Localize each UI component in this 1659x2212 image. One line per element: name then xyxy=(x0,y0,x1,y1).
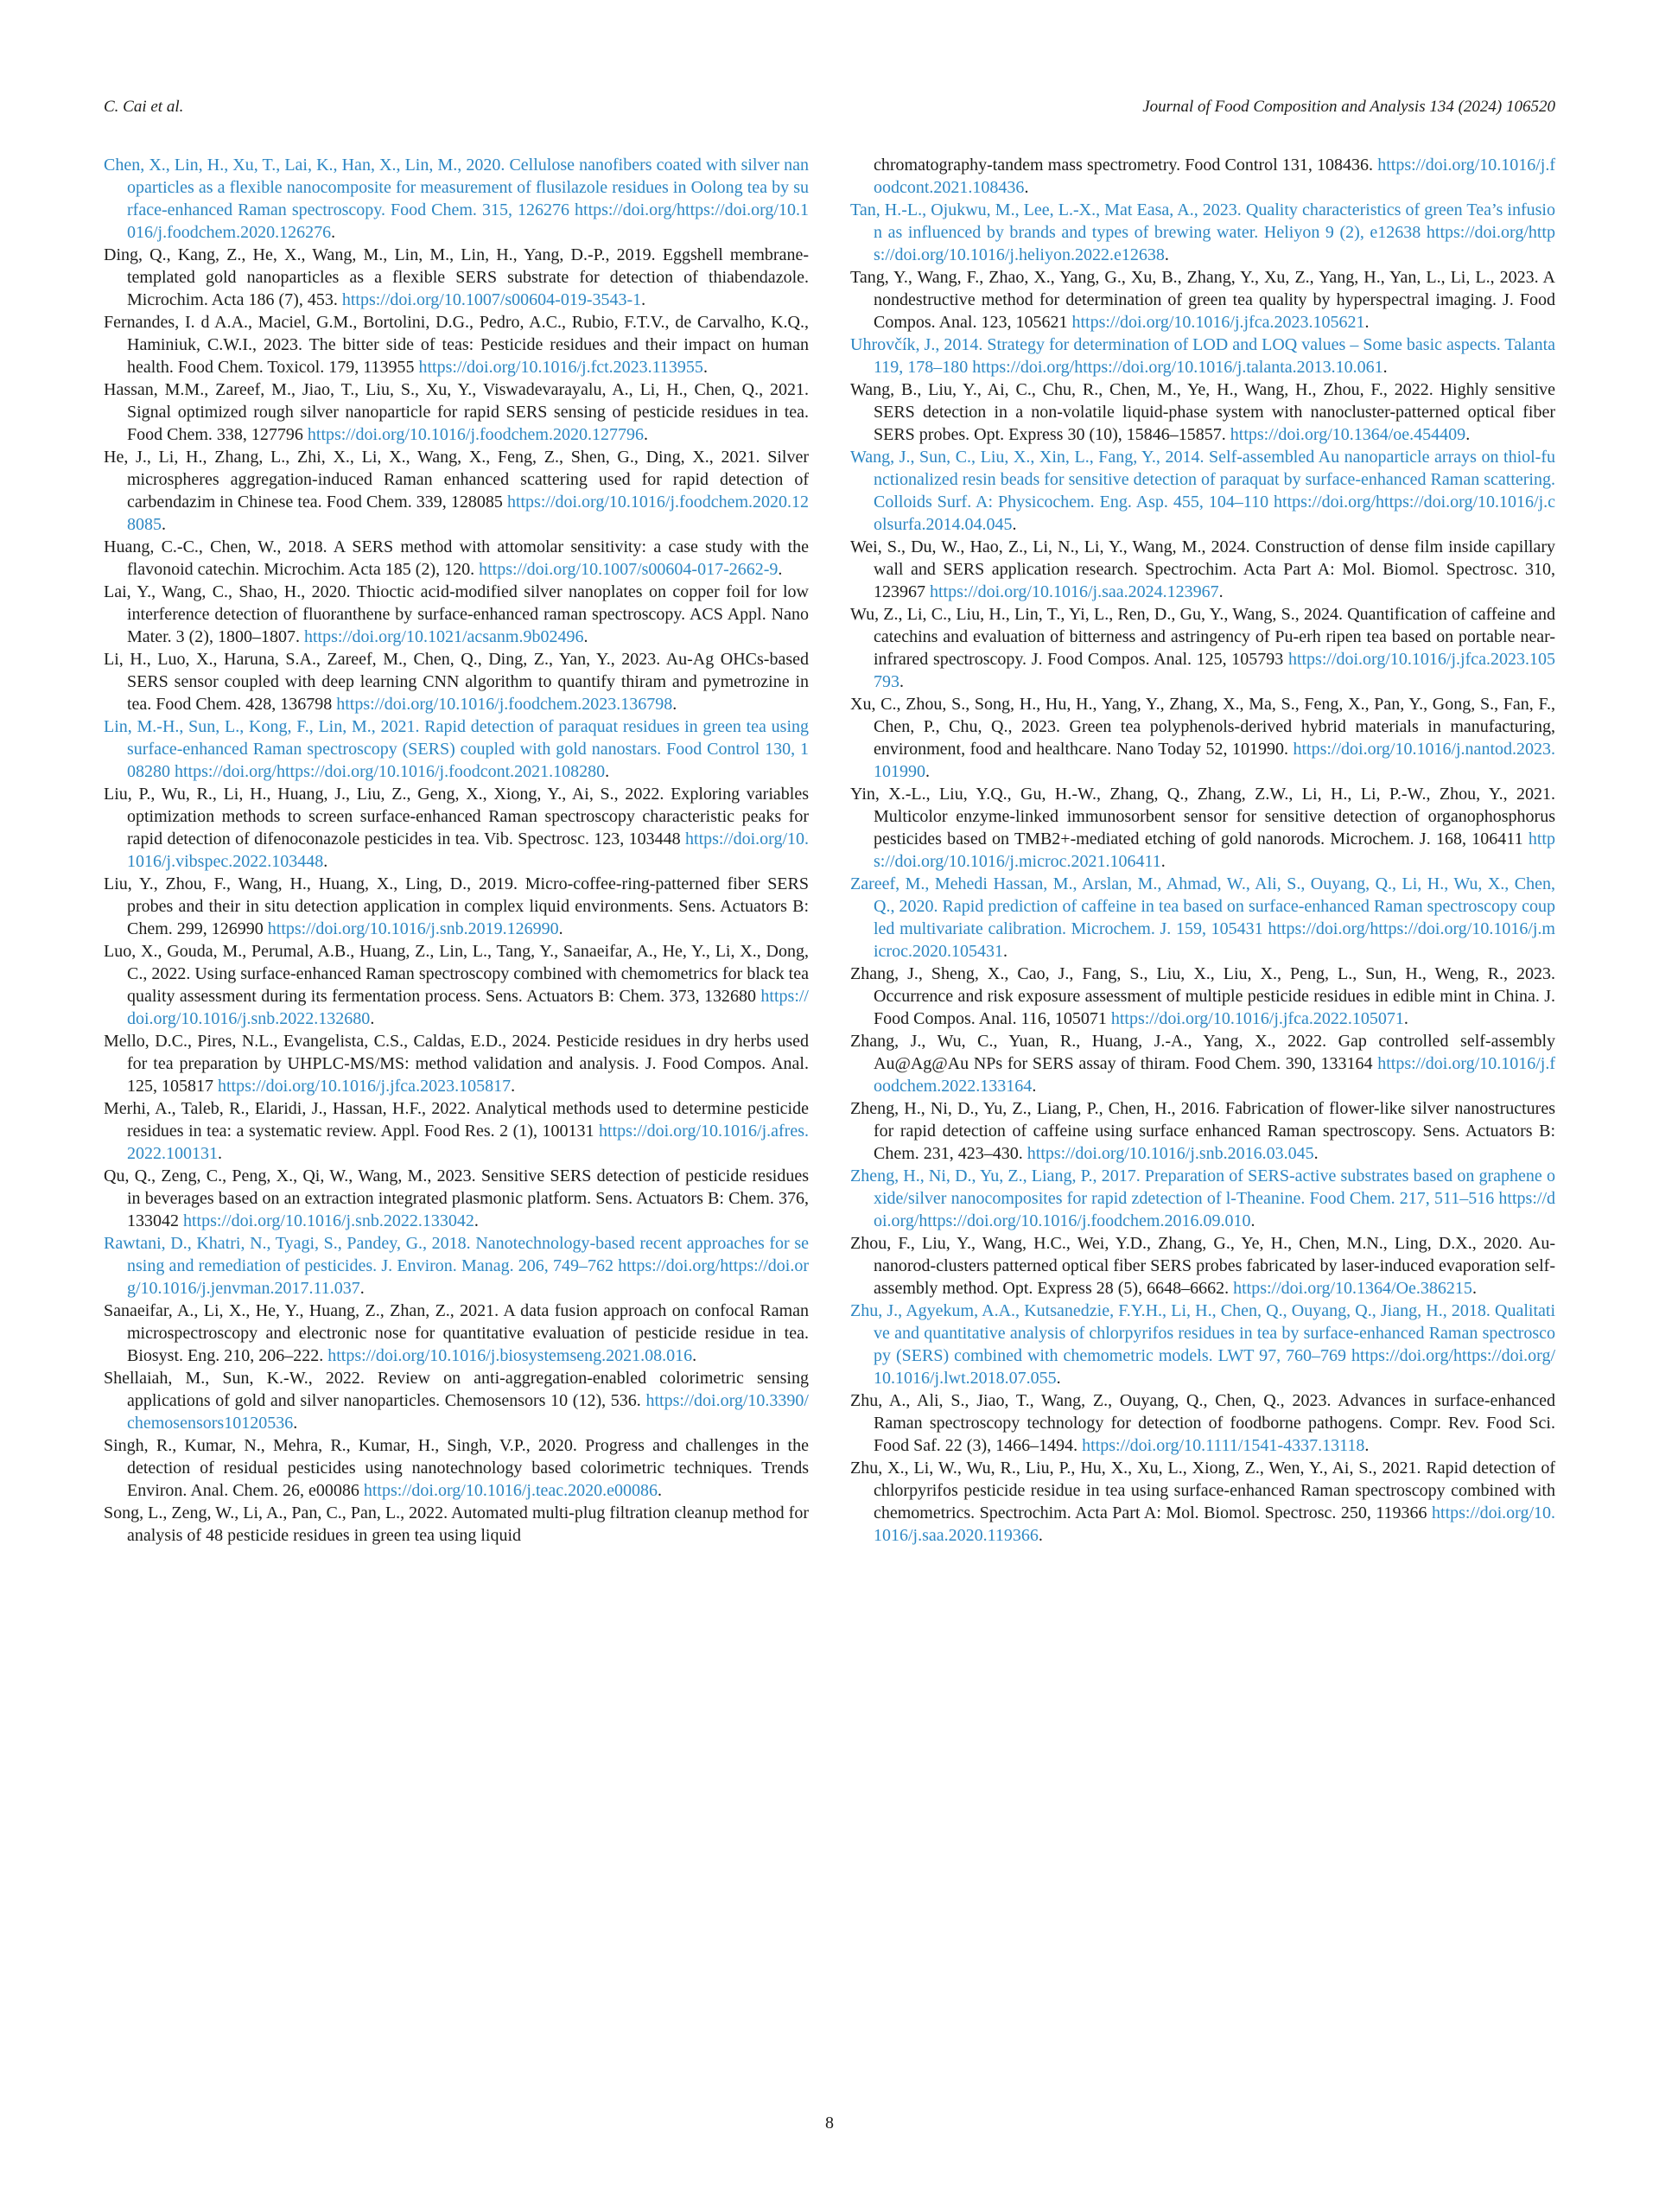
reference-text: . xyxy=(1218,582,1224,601)
reference-text: . xyxy=(641,290,646,309)
reference-entry xyxy=(104,940,809,1030)
doi-link[interactable]: https://doi.org/10.1016/j.foodcont.2021.108436 xyxy=(874,156,1555,197)
doi-link[interactable]: https://doi.org/10.1364/Oe.386215 xyxy=(1233,1279,1472,1298)
doi-link[interactable]: https://doi.org/10.1016/j.jfca.2023.105817 xyxy=(218,1077,512,1096)
reference-entry xyxy=(104,1300,809,1367)
reference-entry xyxy=(850,1232,1555,1300)
running-head-authors: C. Cai et al. xyxy=(104,98,184,116)
doi-link[interactable]: https://doi.org/10.1007/s00604-017-2662-9 xyxy=(479,560,779,579)
reference-text: Wang, B., Liu, Y., Ai, C., Chu, R., Chen, M., Ye, H., Wang, H., Zhou, F., 2022. Highly sensitive SERS detection in a non-volatile liquid-phase system with nanocluster-patterned optical fiber SERS probes. Opt. Express 30 (10), 15846–15857. xyxy=(850,380,1555,444)
reference-entry xyxy=(850,873,1555,963)
reference-text: Sanaeifar, A., Li, X., He, Y., Huang, Z., Zhan, Z., 2021. A data fusion approach on confocal Raman microspectroscopy and electronic nose for quantitative evaluation of pesticide residue in tea. Biosyst. Eng. 210, 206–222. xyxy=(104,1301,809,1365)
reference-text: Zhang, J., Wu, C., Yuan, R., Huang, J.-A., Yang, X., 2022. Gap controlled self-assembly Au@Ag@Au NPs for SERS assay of thiram. Food Chem. 390, 133164 xyxy=(850,1032,1555,1073)
reference-text: . xyxy=(1024,178,1029,197)
reference-entry xyxy=(850,199,1555,266)
doi-link[interactable]: Zheng, H., Ni, D., Yu, Z., Liang, P., 2017. Preparation of SERS-active substrates based on graphene oxide/silver nanocomposites for rapid zdetection of l-Theanine. Food Chem. 217, 511–516 https://doi.org/https://doi.org/10.1016/j.foodchem.2016.09.010 xyxy=(850,1166,1555,1230)
reference-text: . xyxy=(1038,1526,1043,1545)
reference-entry xyxy=(850,1165,1555,1232)
doi-link[interactable]: https://doi.org/10.1016/j.foodchem.2023.136798 xyxy=(336,695,673,714)
reference-entry xyxy=(104,154,809,244)
reference-entry xyxy=(104,715,809,783)
reference-text: Zheng, H., Ni, D., Yu, Z., Liang, P., Chen, H., 2016. Fabrication of flower-like silver nanostructures for rapid detection of caffeine using surface enhanced Raman spectroscopy. Sens. Actuators B: Chem. 231, 423–430. xyxy=(850,1099,1555,1163)
running-head xyxy=(0,0,1659,118)
doi-link[interactable]: Chen, X., Lin, H., Xu, T., Lai, K., Han, X., Lin, M., 2020. Cellulose nanofibers coated with silver nanoparticles as a flexible nanocomposite for measurement of flusilazole residues in Oolong tea by surface-enhanced Raman spectroscopy. Food Chem. 315, 126276 https://doi.org/https://doi.org/10.1016/j.foodchem.2020.126276 xyxy=(104,156,809,242)
reference-entry xyxy=(850,446,1555,536)
reference-entry xyxy=(104,1232,809,1300)
reference-entry xyxy=(850,1097,1555,1165)
reference-text: Zhou, F., Liu, Y., Wang, H.C., Wei, Y.D., Zhang, G., Ye, H., Chen, M.N., Ling, D.X., 2020. Au-nanorod-clusters patterned optical fiber SERS probes fabricated by laser-induced evaporation self-assembly method. Opt. Express 28 (5), 6648–6662. xyxy=(850,1234,1555,1298)
reference-text: Wei, S., Du, W., Hao, Z., Li, N., Li, Y., Wang, M., 2024. Construction of dense film inside capillary wall and SERS application research. Spectrochim. Acta Part A: Mol. Biomol. Spectrosc. 310, 123967 xyxy=(850,537,1555,601)
page-number: 8 xyxy=(825,2113,834,2133)
reference-text: Zhu, X., Li, W., Wu, R., Liu, P., Hu, X., Xu, L., Xiong, Z., Wen, Y., Ai, S., 2021. Rapid detection of chlorpyrifos pesticide residue in tea using surface-enhanced Raman spectroscopy combined with chemometrics. Spectrochim. Acta Part A: Mol. Biomol. Spectrosc. 250, 119366 xyxy=(850,1459,1555,1522)
reference-text: Wu, Z., Li, C., Liu, H., Lin, T., Yi, L., Ren, D., Gu, Y., Wang, S., 2024. Quantification of caffeine and catechins and evaluation of bitterness and astringency of Pu-erh ripen tea based on portable near-infrared spectroscopy. J. Food Compos. Anal. 125, 105793 xyxy=(850,605,1555,669)
reference-text: . xyxy=(1382,358,1388,377)
doi-link[interactable]: https://doi.org/10.1016/j.snb.2022.132680 xyxy=(127,987,809,1028)
doi-link[interactable]: https://doi.org/10.1016/j.jfca.2023.105621 xyxy=(1071,313,1365,332)
reference-text: Luo, X., Gouda, M., Perumal, A.B., Huang, Z., Lin, L., Tang, Y., Sanaeifar, A., He, Y., Li, X., Dong, C., 2022. Using surface-enhanced Raman spectroscopy combined with chemometrics for black tea quality assessment during its fermentation process. Sens. Actuators B: Chem. 373, 132680 xyxy=(104,942,809,1006)
reference-entry xyxy=(850,1300,1555,1389)
reference-text: . xyxy=(1056,1369,1061,1388)
doi-link[interactable]: https://doi.org/10.1016/j.jfca.2023.105793 xyxy=(874,650,1555,691)
reference-text: . xyxy=(474,1211,479,1230)
reference-text: Mello, D.C., Pires, N.L., Evangelista, C.S., Caldas, E.D., 2024. Pesticide residues in dry herbs used for tea preparation by UHPLC-MS/MS: method validation and analysis. J. Food Compos. Anal. 125, 105817 xyxy=(104,1032,809,1096)
reference-entry xyxy=(104,378,809,446)
doi-link[interactable]: https://doi.org/10.1016/j.biosystemseng.2021.08.016 xyxy=(327,1346,693,1365)
reference-entry xyxy=(104,1434,809,1502)
doi-link[interactable]: https://doi.org/10.1016/j.foodchem.2020.127796 xyxy=(307,425,644,444)
reference-entry xyxy=(850,334,1555,378)
reference-entry xyxy=(850,1389,1555,1457)
reference-text: . xyxy=(692,1346,697,1365)
doi-link[interactable]: https://doi.org/10.1364/oe.454409 xyxy=(1230,425,1466,444)
reference-text: Yin, X.-L., Liu, Y.Q., Gu, H.-W., Zhang, Q., Zhang, Z.W., Li, H., Li, P.-W., Zhou, Y., 2021. Multicolor enzyme-linked immunosorbent sensor for sensitive detection of organophosphorus pesticides based on TMB2+-mediated etching of gold nanorods. Microchem. J. 168, 106411 xyxy=(850,785,1555,849)
reference-entry xyxy=(104,536,809,581)
reference-entry xyxy=(104,648,809,715)
reference-entry xyxy=(850,603,1555,693)
reference-entry xyxy=(104,1097,809,1165)
references-section xyxy=(0,154,1659,1547)
reference-text: Shellaiah, M., Sun, K.-W., 2022. Review on anti-aggregation-enabled colorimetric sensing applications of gold and silver nanoparticles. Chemosensors 10 (12), 536. xyxy=(104,1369,809,1410)
reference-text: . xyxy=(1465,425,1471,444)
doi-link[interactable]: Rawtani, D., Khatri, N., Tyagi, S., Pandey, G., 2018. Nanotechnology-based recent approaches for sensing and remediation of pesticides. J. Environ. Manag. 206, 749–762 https://doi.org/https://doi.org/10.1016/j.jenvman.2017.11.037 xyxy=(104,1234,809,1298)
doi-link[interactable]: https://doi.org/10.1021/acsanm.9b02496 xyxy=(303,627,584,646)
reference-text: . xyxy=(643,425,648,444)
reference-text: Xu, C., Zhou, S., Song, H., Hu, H., Yang, Y., Zhang, X., Ma, S., Feng, X., Pan, Y., Gong, S., Fan, F., Chen, P., Chu, Q., 2023. Green tea polyphenols-derived hybrid materials in manufacturing, environment, food and healthcare. Nano Today 52, 101990. xyxy=(850,695,1555,759)
reference-entry xyxy=(850,1457,1555,1547)
reference-text: Zhang, J., Sheng, X., Cao, J., Fang, S., Liu, X., Liu, X., Peng, L., Sun, H., Weng, R., 2023. Occurrence and risk exposure assessment of multiple pesticide residues in edible mint in China. J. Food Compos. Anal. 116, 105071 xyxy=(850,964,1555,1028)
reference-entry xyxy=(850,693,1555,783)
doi-link[interactable]: https://doi.org/10.1016/j.microc.2021.106411 xyxy=(874,830,1555,871)
doi-link[interactable]: Tan, H.-L., Ojukwu, M., Lee, L.-X., Mat Easa, A., 2023. Quality characteristics of green Tea’s infusion as influenced by brands and types of brewing water. Heliyon 9 (2), e12638 https://doi.org/https://doi.org/10.1016/j.heliyon.2022.e12638 xyxy=(850,200,1555,264)
reference-text: . xyxy=(672,695,677,714)
reference-text: . xyxy=(1032,1077,1037,1096)
reference-text: He, J., Li, H., Zhang, L., Zhi, X., Li, X., Wang, X., Feng, Z., Shen, G., Ding, X., 2021. Silver microspheres aggregation-induced Raman enhanced scattering used for rapid detection of carbendazim in Chinese tea. Food Chem. 339, 128085 xyxy=(104,448,809,512)
reference-text: . xyxy=(1250,1211,1255,1230)
doi-link[interactable]: https://doi.org/10.1016/j.afres.2022.100131 xyxy=(127,1122,809,1163)
reference-entry xyxy=(850,1030,1555,1097)
doi-link[interactable]: Wang, J., Sun, C., Liu, X., Xin, L., Fang, Y., 2014. Self-assembled Au nanoparticle arrays on thiol-functionalized resin beads for sensitive detection of paraquat by surface-enhanced Raman scattering. Colloids Surf. A: Physicochem. Eng. Asp. 455, 104–110 https://doi.org/https://doi.org/10.1016/j.colsurfa.2014.04.045 xyxy=(850,448,1555,534)
doi-link[interactable]: https://doi.org/10.1016/j.snb.2016.03.045 xyxy=(1027,1144,1314,1163)
doi-link[interactable]: https://doi.org/10.1016/j.snb.2019.126990 xyxy=(267,919,559,938)
reference-text: . xyxy=(359,1279,365,1298)
reference-text: Lai, Y., Wang, C., Shao, H., 2020. Thioctic acid-modified silver nanoplates on copper foil for low interference detection of fluoranthene by surface-enhanced raman spectroscopy. ACS Appl. Nano Mater. 3 (2), 1800–1807. xyxy=(104,582,809,646)
reference-text: . xyxy=(1364,313,1370,332)
reference-text: Qu, Q., Zeng, C., Peng, X., Qi, W., Wang, M., 2023. Sensitive SERS detection of pesticide residues in beverages based on an extraction integrated plasmonic platform. Sens. Actuators B: Chem. 376, 133042 xyxy=(104,1166,809,1230)
reference-entry xyxy=(104,783,809,873)
reference-text: Huang, C.-C., Chen, W., 2018. A SERS method with attomolar sensitivity: a case study with the flavonoid catechin. Microchim. Acta 185 (2), 120. xyxy=(104,537,809,579)
doi-link[interactable]: https://doi.org/10.1016/j.snb.2022.133042 xyxy=(183,1211,474,1230)
references-column-left xyxy=(104,154,809,1547)
doi-link[interactable]: Lin, M.-H., Sun, L., Kong, F., Lin, M., 2021. Rapid detection of paraquat residues in green tea using surface-enhanced Raman spectroscopy (SERS) coupled with gold nanostars. Food Control 130, 108280 https://doi.org/https://doi.org/10.1016/j.foodcont.2021.108280 xyxy=(104,717,809,781)
doi-link[interactable]: https://doi.org/10.1016/j.vibspec.2022.103448 xyxy=(127,830,809,871)
doi-link[interactable]: https://doi.org/10.1016/j.jfca.2022.105071 xyxy=(1110,1009,1404,1028)
doi-link[interactable]: https://doi.org/10.1016/j.saa.2020.119366 xyxy=(874,1503,1555,1545)
reference-text: Fernandes, I. d A.A., Maciel, G.M., Bortolini, D.G., Pedro, A.C., Rubio, F.T.V., de Carvalho, K.Q., Haminiuk, C.W.I., 2023. The bitter side of teas: Pesticide residues and their impact on human health. Food Chem. Toxicol. 179, 113955 xyxy=(104,313,809,377)
reference-entry xyxy=(850,963,1555,1030)
reference-text: . xyxy=(1012,515,1017,534)
reference-entry xyxy=(850,783,1555,873)
reference-text: chromatography-tandem mass spectrometry. Food Control 131, 108436. xyxy=(874,156,1378,175)
reference-text: . xyxy=(778,560,783,579)
doi-link[interactable]: https://doi.org/10.1016/j.nantod.2023.101990 xyxy=(874,740,1555,781)
reference-entry xyxy=(850,378,1555,446)
reference-text: Tang, Y., Wang, F., Zhao, X., Yang, G., Xu, B., Zhang, Y., Xu, Z., Yang, H., Yan, L., Li, L., 2023. A nondestructive method for determination of green tea quality by hyperspectral imaging. J. Food Compos. Anal. 123, 105621 xyxy=(850,268,1555,332)
reference-text: . xyxy=(1160,852,1166,871)
reference-text: . xyxy=(293,1414,298,1433)
reference-text: Zhu, A., Ali, S., Jiao, T., Wang, Z., Ouyang, Q., Chen, Q., 2023. Advances in surface-enhanced Raman spectroscopy technology for detection of foodborne pathogens. Compr. Rev. Food Sci. Food Saf. 22 (3), 1466–1494. xyxy=(850,1391,1555,1455)
doi-link[interactable]: https://doi.org/10.1016/j.foodchem.2020.128085 xyxy=(127,493,809,534)
reference-text: Liu, Y., Zhou, F., Wang, H., Huang, X., Ling, D., 2019. Micro-coffee-ring-patterned fiber SERS probes and their in situ detection application in complex liquid environments. Sens. Actuators B: Chem. 299, 126990 xyxy=(104,874,809,938)
reference-text: . xyxy=(558,919,563,938)
reference-text: . xyxy=(605,762,610,781)
doi-link[interactable]: https://doi.org/10.3390/chemosensors10120536 xyxy=(127,1391,809,1433)
reference-text: . xyxy=(1471,1279,1477,1298)
doi-link[interactable]: https://doi.org/10.1016/j.saa.2024.123967 xyxy=(930,582,1219,601)
reference-text: . xyxy=(658,1481,663,1500)
running-head-journal: Journal of Food Composition and Analysis 134 (2024) 106520 xyxy=(1142,98,1555,116)
doi-link[interactable]: https://doi.org/10.1016/j.teac.2020.e00086 xyxy=(363,1481,658,1500)
reference-text: Singh, R., Kumar, N., Mehra, R., Kumar, H., Singh, V.P., 2020. Progress and challenges in the detection of residual pesticides using nanotechnology based colorimetric techniques. Trends Environ. Anal. Chem. 26, e00086 xyxy=(104,1436,809,1500)
reference-text: . xyxy=(1403,1009,1408,1028)
doi-link[interactable]: https://doi.org/10.1007/s00604-019-3543-1 xyxy=(341,290,642,309)
reference-entry xyxy=(104,244,809,311)
reference-text: . xyxy=(1164,245,1169,264)
reference-text: . xyxy=(899,672,904,691)
doi-link[interactable]: https://doi.org/10.1111/1541-4337.13118 xyxy=(1082,1436,1365,1455)
reference-text: . xyxy=(1313,1144,1319,1163)
reference-text: . xyxy=(511,1077,516,1096)
references-column-right xyxy=(850,154,1555,1547)
reference-text: . xyxy=(1364,1436,1370,1455)
reference-entry xyxy=(104,1030,809,1097)
reference-text: Hassan, M.M., Zareef, M., Jiao, T., Liu, S., Xu, Y., Viswadevarayalu, A., Li, H., Chen, Q., 2021. Signal optimized rough silver nanoparticle for rapid SERS sensing of pesticide residues in tea. Food Chem. 338, 127796 xyxy=(104,380,809,444)
reference-entry xyxy=(104,1367,809,1434)
reference-text: . xyxy=(702,358,708,377)
reference-entry xyxy=(104,1165,809,1232)
reference-entry xyxy=(850,536,1555,603)
reference-continuation xyxy=(850,154,1555,199)
reference-entry xyxy=(850,266,1555,334)
reference-text: . xyxy=(1002,942,1007,961)
doi-link[interactable]: https://doi.org/10.1016/j.foodchem.2022.133164 xyxy=(874,1054,1555,1096)
reference-text: . xyxy=(323,852,328,871)
reference-entry xyxy=(104,873,809,940)
reference-text: Merhi, A., Taleb, R., Elaridi, J., Hassan, H.F., 2022. Analytical methods used to determine pesticide residues in tea: a systematic review. Appl. Food Res. 2 (1), 100131 xyxy=(104,1099,809,1141)
reference-text: . xyxy=(162,515,166,534)
doi-link[interactable]: Zhu, J., Agyekum, A.A., Kutsanedzie, F.Y.H., Li, H., Chen, Q., Ouyang, Q., Jiang, H., 2018. Qualitative and quantitative analysis of chlorpyrifos residues in tea by surface-enhanced Raman spectroscopy (SERS) combined with chemometric models. LWT 97, 760–769 https://doi.org/https://doi.org/10.1016/j.lwt.2018.07.055 xyxy=(850,1301,1555,1388)
reference-text: . xyxy=(331,223,336,242)
doi-link[interactable]: https://doi.org/10.1016/j.fct.2023.113955 xyxy=(418,358,703,377)
reference-entry xyxy=(104,1502,809,1547)
reference-entry xyxy=(104,311,809,378)
reference-text: . xyxy=(925,762,930,781)
reference-text: Ding, Q., Kang, Z., He, X., Wang, M., Lin, M., Lin, H., Yang, D.-P., 2019. Eggshell membrane-templated gold nanoparticles as a flexible SERS substrate for detection of thiabendazole. Microchim. Acta 186 (7), 453. xyxy=(104,245,809,309)
reference-text: . xyxy=(370,1009,375,1028)
reference-entry xyxy=(104,446,809,536)
reference-text: Li, H., Luo, X., Haruna, S.A., Zareef, M., Chen, Q., Ding, Z., Yan, Y., 2023. Au-Ag OHCs-based SERS sensor coupled with deep learning CNN algorithm to quantify thiram and pymetrozine in tea. Food Chem. 428, 136798 xyxy=(104,650,809,714)
doi-link[interactable]: Uhrovčík, J., 2014. Strategy for determination of LOD and LOQ values – Some basic aspects. Talanta 119, 178–180 https://doi.org/https://doi.org/10.1016/j.talanta.2013.10.061 xyxy=(850,335,1555,377)
reference-text: . xyxy=(583,627,588,646)
reference-text: . xyxy=(218,1144,222,1163)
doi-link[interactable]: Zareef, M., Mehedi Hassan, M., Arslan, M., Ahmad, W., Ali, S., Ouyang, Q., Li, H., Wu, X., Chen, Q., 2020. Rapid prediction of caffeine in tea based on surface-enhanced Raman spectroscopy coupled multivariate calibration. Microchem. J. 159, 105431 https://doi.org/https://doi.org/10.1016/j.microc.2020.105431 xyxy=(850,874,1555,961)
reference-entry xyxy=(104,581,809,648)
reference-text: Song, L., Zeng, W., Li, A., Pan, C., Pan, L., 2022. Automated multi-plug filtration cleanup method for analysis of 48 pesticide residues in green tea using liquid xyxy=(104,1503,809,1545)
reference-text: Liu, P., Wu, R., Li, H., Huang, J., Liu, Z., Geng, X., Xiong, Y., Ai, S., 2022. Exploring variables optimization methods to screen surface-enhanced Raman spectroscopy characteristic peaks for rapid detection of difenoconazole pesticides in tea. Vib. Spectrosc. 123, 103448 xyxy=(104,785,809,849)
